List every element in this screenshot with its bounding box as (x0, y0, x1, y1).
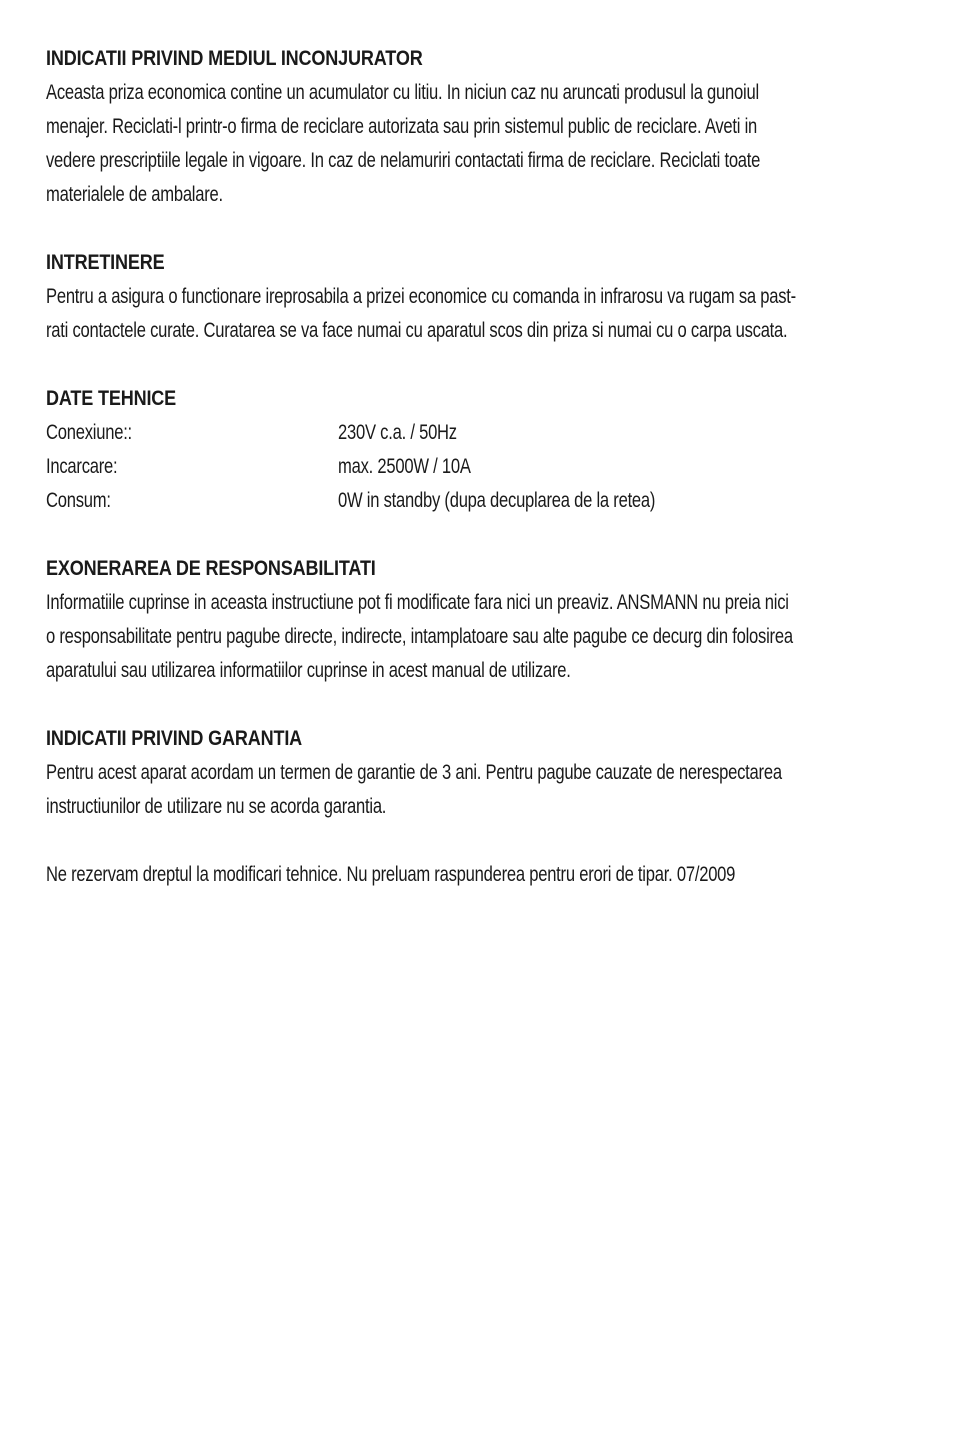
body-line: materialele de ambalare. (46, 183, 223, 206)
section-title-warranty: INDICATII PRIVIND GARANTIA (46, 727, 303, 750)
spec-value (338, 450, 908, 484)
body-line: menajer. Reciclati-l printr-o firma de reciclare autorizata sau prin sistemul public de reciclare. Aveti in (46, 115, 758, 138)
section-warranty (46, 722, 908, 824)
section-title-maintenance: INTRETINERE (46, 251, 165, 274)
spec-label-text: Incarcare: (46, 455, 118, 478)
section-maintenance (46, 246, 908, 348)
body-line: instructiunilor de utilizare nu se acorda garantia. (46, 795, 387, 818)
spec-row-connection (46, 416, 908, 450)
spec-label (46, 484, 338, 518)
section-environment (46, 42, 908, 212)
section-title-technical-data: DATE TEHNICE (46, 387, 177, 410)
spec-row-consumption (46, 484, 908, 518)
section-body-environment (46, 76, 908, 212)
spec-value-text: 230V c.a. / 50Hz (338, 421, 457, 444)
body-line: Pentru a asigura o functionare ireprosabila a prizei economice cu comanda in infrarosu va rugam sa past- (46, 285, 796, 308)
body-line: Aceasta priza economica contine un acumulator cu litiu. In niciun caz nu aruncati produsul la gunoiul (46, 81, 759, 104)
spec-label-text: Conexiune:: (46, 421, 132, 444)
body-line: rati contactele curate. Curatarea se va face numai cu aparatul scos din priza si numai cu o carpa uscata. (46, 319, 788, 342)
spec-value-text: max. 2500W / 10A (338, 455, 471, 478)
spec-value-text: 0W in standby (dupa decuplarea de la retea) (338, 489, 656, 512)
body-line: aparatului sau utilizarea informatiilor cuprinse in acest manual de utilizare. (46, 659, 571, 682)
spec-value (338, 416, 908, 450)
section-body-warranty (46, 756, 908, 824)
footer-note-text: Ne rezervam dreptul la modificari tehnice. Nu preluam raspunderea pentru erori de tipar. 07/2009 (46, 863, 736, 886)
body-line: o responsabilitate pentru pagube directe, indirecte, intamplatoare sau alte pagube ce decurg din folosirea (46, 625, 793, 648)
section-title-environment: INDICATII PRIVIND MEDIUL INCONJURATOR (46, 47, 423, 70)
section-body-maintenance (46, 280, 908, 348)
spec-label (46, 416, 338, 450)
section-disclaimer (46, 552, 908, 688)
section-technical-data (46, 382, 908, 518)
spec-row-load (46, 450, 908, 484)
document-page (46, 42, 908, 892)
spec-label (46, 450, 338, 484)
footer-note (46, 858, 908, 892)
spec-table (46, 416, 908, 518)
body-line: vedere prescriptiile legale in vigoare. In caz de nelamuriri contactati firma de reciclare. Reciclati toate (46, 149, 761, 172)
body-line: Informatiile cuprinse in aceasta instructiune pot fi modificate fara nici un preaviz. ANSMANN nu preia nici (46, 591, 789, 614)
section-body-disclaimer (46, 586, 908, 688)
spec-label-text: Consum: (46, 489, 111, 512)
section-title-disclaimer: EXONERAREA DE RESPONSABILITATI (46, 557, 376, 580)
spec-value (338, 484, 908, 518)
body-line: Pentru acest aparat acordam un termen de garantie de 3 ani. Pentru pagube cauzate de nerespectarea (46, 761, 782, 784)
